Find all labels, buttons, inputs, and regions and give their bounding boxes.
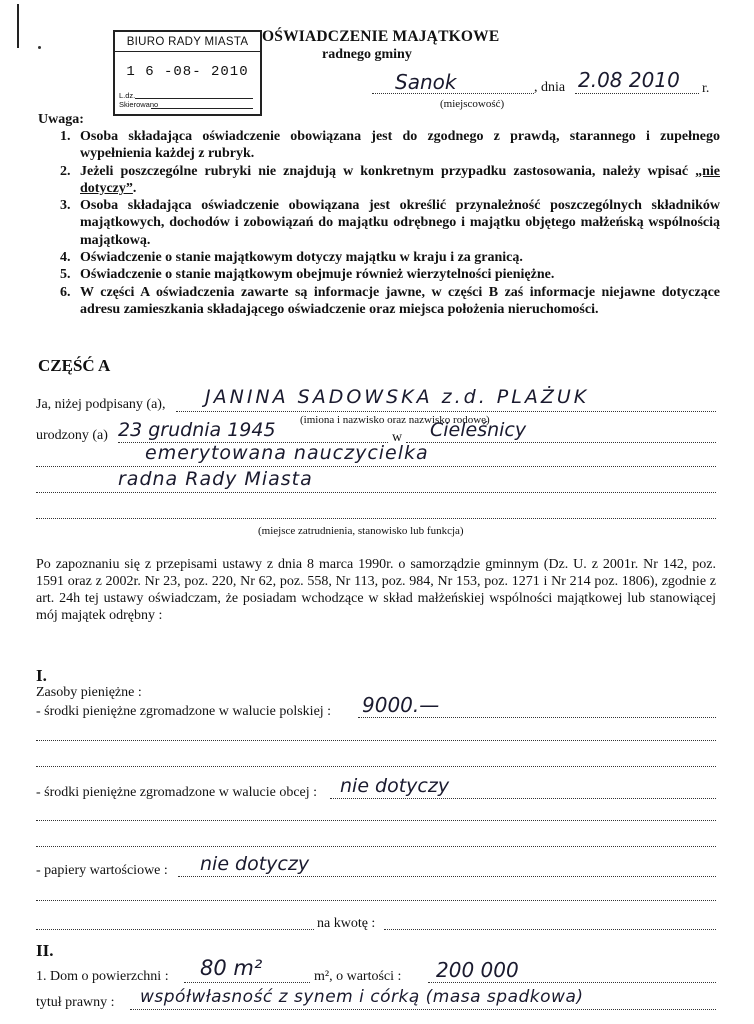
part-a-heading: CZĘŚĆ A (38, 356, 111, 375)
employment-line-3 (36, 518, 716, 519)
note-item: 1. Osoba składająca oświadczenie obowiązana jest do zgodnego z prawdą, starannego i zupełnego wypełnienia każdej z rubryk. (60, 129, 720, 162)
registry-stamp (113, 30, 262, 116)
signed-label: Ja, niżej podpisany (a), (36, 397, 166, 412)
employment-line-1 (36, 466, 716, 467)
date-prefix: , dnia (534, 80, 566, 95)
title-line (130, 1009, 716, 1010)
employment-value-2: radna Rady Miasta (118, 468, 313, 490)
blank-line (36, 766, 716, 767)
section-1-numeral: I. (36, 666, 47, 685)
employment-value-1: emerytowana nauczycielka (145, 442, 429, 464)
securities-line (178, 876, 716, 877)
stamp-skierowano-label: Skierowano (119, 100, 159, 109)
amount-line-left (36, 929, 314, 930)
name-line (176, 411, 716, 412)
stamp-office: BIURO RADY MIASTA (115, 34, 260, 52)
date-suffix: r. (702, 81, 710, 96)
house-area-value: 80 m² (200, 956, 263, 980)
securities-label: - papiery wartościowe : (36, 863, 168, 878)
place-value: Sanok (395, 70, 457, 94)
pln-value: 9000.— (362, 693, 440, 717)
house-value-line (428, 982, 716, 983)
notes-list (60, 128, 720, 318)
document-title: OŚWIADCZENIE MAJĄTKOWE (262, 28, 500, 45)
foreign-value: nie dotyczy (340, 775, 450, 797)
note-item: 2. Jeżeli poszczególne rubryki nie znajdują w konkretnym przypadku zastosowania, należy wpisać „nie dotyczy”. (60, 163, 720, 196)
note-item: 4. Oświadczenie o stanie majątkowym dotyczy majątku w kraju i za granicą. (60, 250, 523, 266)
house-area-line (184, 982, 310, 983)
document-subtitle: radnego gminy (322, 47, 412, 62)
stamp-ldz-label: L.dz. (119, 91, 136, 100)
pln-line (358, 717, 716, 718)
amount-line-right (384, 929, 716, 930)
note-item: 5. Oświadczenie o stanie majątkowym obejmuje również wierzytelności pieniężne. (60, 267, 555, 283)
employment-line-2 (36, 492, 716, 493)
notes-label: Uwaga: (38, 112, 84, 127)
employment-caption: (miejsce zatrudnienia, stanowisko lub funkcja) (258, 525, 464, 537)
born-label: urodzony (a) (36, 428, 108, 443)
blank-line (36, 820, 716, 821)
blank-line (36, 846, 716, 847)
amount-label: na kwotę : (317, 916, 376, 931)
foreign-line (330, 798, 716, 799)
page-edge-mark (17, 4, 19, 48)
section-2-numeral: II. (36, 941, 54, 960)
stamp-skierowano-line (151, 108, 253, 109)
date-line (575, 93, 699, 94)
statute-paragraph: Po zapoznaniu się z przepisami ustawy z dnia 8 marca 1990r. o samorządzie gminnym (Dz. U. z 2001r. Nr 142, poz. 1591 oraz z 2002r. Nr 23, poz. 220, Nr 62, poz. 558, Nr 113, poz. 984, Nr 153, poz. 1271 i Nr 214 poz. 1806), zgodnie z art. 24h tej ustawy oświadczam, że posiadam wchodzące w skład małżeńskiej wspólności majątkowej lub stanowiącej mój majątek odrębny : (36, 557, 716, 623)
pln-label: - środki pieniężne zgromadzone w walucie polskiej : (36, 704, 332, 719)
title-value: współwłasność z synem i córką (masa spadkowa) (140, 987, 584, 1007)
area-unit-label: m², o wartości : (314, 969, 402, 984)
foreign-label: - środki pieniężne zgromadzone w walucie obcej : (36, 785, 318, 800)
stamp-date: 1 6 -08- 2010 (126, 64, 249, 80)
blank-line (36, 740, 716, 741)
birth-date-value: 23 grudnia 1945 (118, 419, 276, 441)
house-value: 200 000 (436, 958, 519, 982)
title-label: tytuł prawny : (36, 995, 115, 1010)
place-caption: (miejscowość) (440, 98, 505, 110)
securities-value: nie dotyczy (200, 853, 310, 875)
note-item: 3. Osoba składająca oświadczenie obowiązana jest określić przynależność poszczególnych składników majątkowych, dochodów i zobowiązań do majątku odrębnego i majątku objętego małżeńską wspólnością majątkową. (60, 198, 720, 248)
birth-place-value: Cieleśnicy (430, 419, 527, 441)
date-value: 2.08 2010 (578, 68, 680, 92)
blank-line (36, 900, 716, 901)
birth-place-line (406, 442, 716, 443)
stamp-ldz-line (135, 98, 253, 99)
name-caption: (imiona i nazwisko oraz nazwisko rodowe) (300, 414, 490, 426)
in-label: w (392, 430, 403, 445)
note-item: 6. W części A oświadczenia zawarte są informacje jawne, w części B zaś informacje niejawne dotyczące adresu zamieszkania składającego oświadczenie oraz miejsca położenia nieruchomości. (60, 284, 720, 317)
section-1-heading: Zasoby pieniężne : (36, 685, 142, 700)
name-value: JANINA SADOWSKA z.d. PLAŻUK (205, 386, 590, 408)
scan-speck (38, 46, 41, 49)
house-label: 1. Dom o powierzchni : (36, 969, 169, 984)
